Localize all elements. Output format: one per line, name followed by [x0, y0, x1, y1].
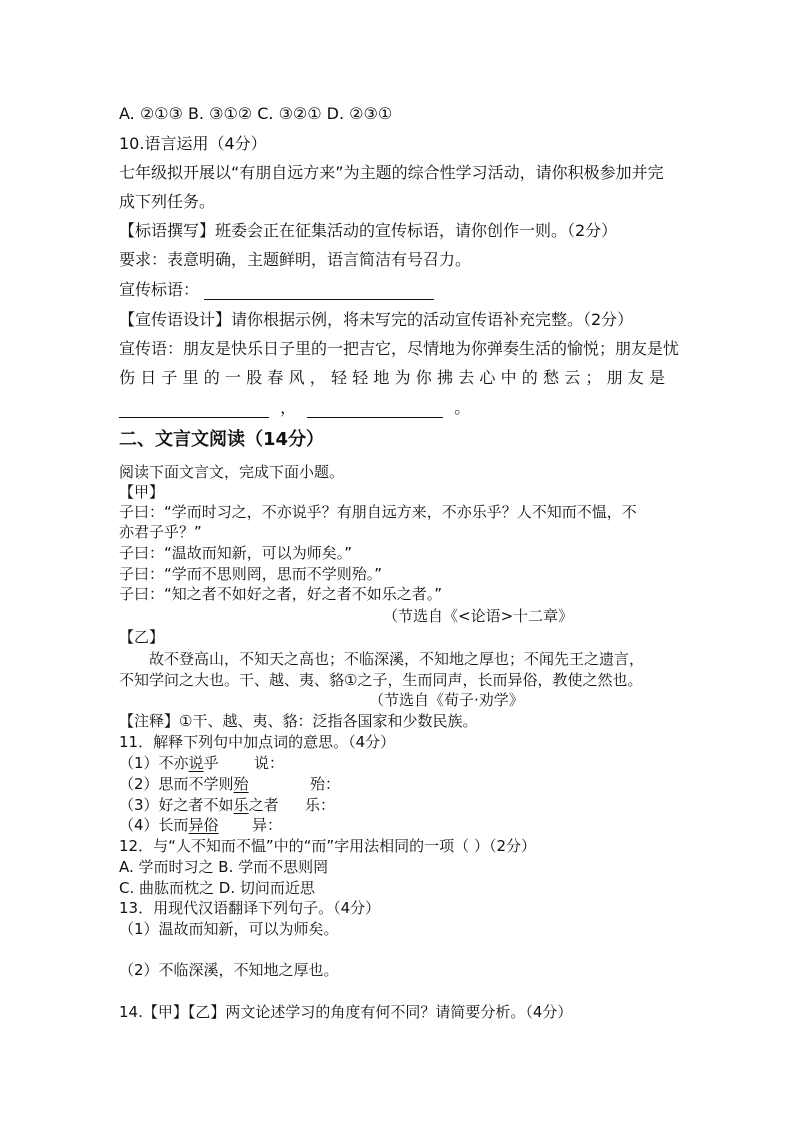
q11-item-1-suffix: 乎: [203, 754, 219, 772]
annotation-note: 【注释】①干、越、夷、貉：泛指各国家和少数民族。: [119, 712, 478, 730]
q10-design-task: 【宣传语设计】请你根据示例，将未写完的活动宣传语补充完整。（2分）: [119, 310, 634, 329]
q9-options: A. ②①③ B. ③①② C. ③②① D. ②③①: [119, 104, 393, 123]
q11-item-1-prefix: （1）不亦: [119, 754, 189, 772]
q11-item-1-dotted-word: 说: [188, 754, 204, 772]
q11-item-3-suffix: 之者: [248, 796, 279, 814]
q10-intro-line1: 七年级拟开展以“有朋自远方来”为主题的综合性学习活动，请你积极参加并完: [119, 163, 664, 182]
jia-line-4: 子曰：“学而不思则罔，思而不学则殆。”: [119, 565, 383, 583]
q12-title: 12．与“人不知而不愠”中的“而”字用法相同的一项（ ）（2分）: [119, 837, 536, 855]
q10-design-line2: 伤日子里的一股春风，轻轻地为你拂去心中的愁云；朋友是: [119, 368, 671, 387]
q10-slogan-blank[interactable]: [204, 283, 434, 300]
q11-item-2-dotted-word: 殆: [233, 775, 249, 793]
q10-title: 10.语言运用（4分）: [119, 134, 267, 153]
q10-slogan-label: 宣传标语：: [119, 280, 200, 299]
q10-intro-line2: 成下列任务。: [119, 192, 216, 211]
q11-title: 11．解释下列句中加点词的意思。（4分）: [119, 733, 396, 751]
jia-line-5: 子曰：“知之者不如好之者，好之者不如乐之者。”: [119, 585, 443, 603]
q10-design-blank-1[interactable]: [119, 401, 269, 418]
q10-comma: ，: [280, 398, 297, 417]
q11-item-3-prefix: （3）好之者不如: [119, 796, 234, 814]
q11-item-3-dotted-word: 乐: [233, 796, 249, 814]
yi-line-2: 不知学问之大也。干、越、夷、貉①之子，生而同声，长而异俗，教使之然也。: [119, 671, 643, 689]
q10-design-blank-2[interactable]: [307, 401, 443, 418]
jia-line-2: 亦君子乎？”: [119, 523, 202, 541]
jia-source: （节选自《<论语>十二章》: [383, 607, 574, 625]
q13-sentence-1: （1）温故而知新，可以为师矣。: [119, 920, 339, 938]
q11-item-4-dotted-word: 异俗: [188, 816, 219, 834]
q10-slogan-task: 【标语撰写】班委会正在征集活动的宣传标语，请你创作一则。（2分）: [119, 221, 618, 240]
q10-slogan-row: [119, 280, 434, 300]
q11-item-2-prefix: （2）思而不学则: [119, 775, 234, 793]
q12-options-cd: C. 曲肱而枕之 D. 切问而近思: [119, 879, 315, 897]
q12-options-ab: A. 学而时习之 B. 学而不思则罔: [119, 858, 329, 876]
section2-instruction: 阅读下面文言文，完成下面小题。: [119, 463, 345, 481]
q11-item-4-answer: 异：: [252, 816, 283, 834]
q11-item-4-prefix: （4）长而: [119, 816, 189, 834]
jia-line-1: 子曰：“学而时习之，不亦说乎？有朋自远方来，不亦乐乎？人不知而不愠，不: [119, 503, 637, 521]
yi-source: （节选自《荀子·劝学》: [369, 691, 524, 709]
q11-item-3-answer: 乐：: [305, 796, 336, 814]
q10-design-blanks: [119, 398, 470, 418]
q11-item-1-answer: 说：: [254, 754, 285, 772]
q13-sentence-2: （2）不临深溪，不知地之厚也。: [119, 961, 339, 979]
q10-requirement: 要求：表意明确，主题鲜明，语言简洁有号召力。: [119, 250, 472, 269]
q11-item-4: [119, 815, 219, 835]
section2-heading: 二、文言文阅读（14分）: [119, 429, 325, 450]
q14-title: 14.【甲】【乙】两文论述学习的角度有何不同？请简要分析。（4分）: [119, 1003, 573, 1021]
q11-item-3: [119, 795, 279, 815]
q13-title: 13．用现代汉语翻译下列句子。（4分）: [119, 899, 381, 917]
q10-period: 。: [454, 398, 471, 417]
q11-item-2-answer: 殆：: [310, 775, 341, 793]
jia-line-3: 子曰：“温故而知新，可以为师矣。”: [119, 544, 353, 562]
yi-label: 【乙】: [119, 628, 165, 646]
yi-line-1: 故不登高山，不知天之高也；不临深溪，不知地之厚也；不闻先王之遗言，: [149, 650, 645, 668]
q11-item-2: [119, 774, 249, 794]
jia-label: 【甲】: [119, 483, 165, 501]
q10-design-line1: 宣传语：朋友是快乐日子里的一把吉它，尽情地为你弹奏生活的愉悦；朋友是忧: [119, 339, 680, 358]
q11-item-1: [119, 753, 219, 773]
